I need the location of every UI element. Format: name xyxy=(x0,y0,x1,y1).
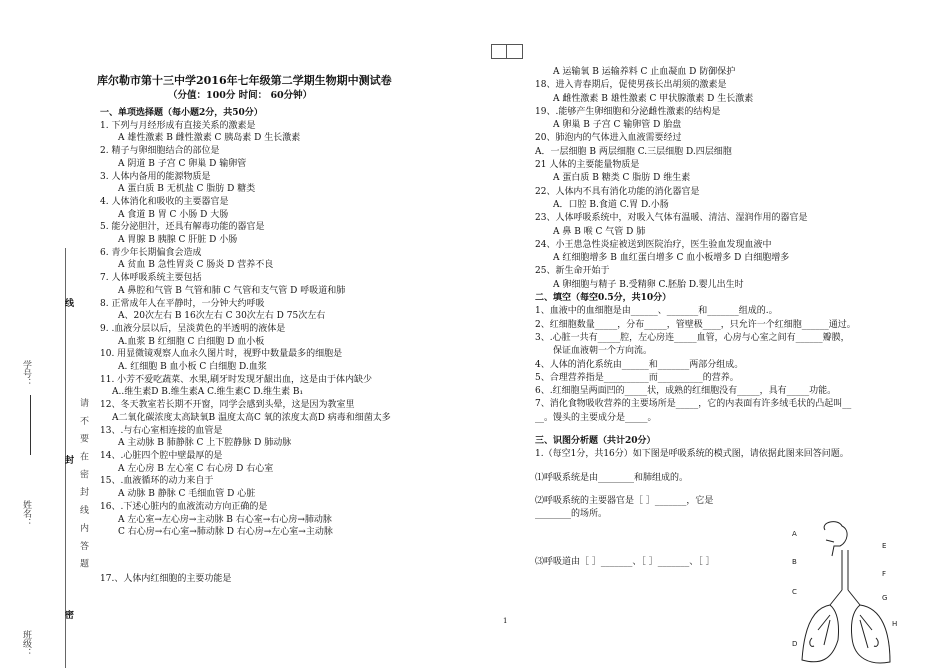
question-line: A 蛋白质 B 无机盐 C 脂肪 D 糖类 xyxy=(118,184,256,195)
question-line: A 左心房 B 左心室 C 右心房 D 右心室 xyxy=(118,463,274,474)
question-line: 23、人体呼吸系统中，对吸入气体有温暖、清洁、湿润作用的器官是 xyxy=(535,213,808,224)
question-line: 22、人体内不具有消化功能的消化器官是 xyxy=(535,186,700,197)
question-line: A..维生素D B.维生素A C.维生素C D.维生素 B₁ xyxy=(112,387,304,398)
seal-mark-seal: 封 xyxy=(63,455,73,464)
question-line: 14、.心脏四个腔中壁最厚的是 xyxy=(100,450,223,461)
question-line: A 贫血 B 急性胃炎 C 肠炎 D 营养不良 xyxy=(118,260,274,271)
question-line: 5. 能分泌胆汁，还具有解毒功能的器官是 xyxy=(100,222,265,233)
diagram-label: A xyxy=(792,530,797,538)
question-line: A．一层细胞 B 两层细胞 C.三层细胞 D.四层细胞 xyxy=(535,146,732,157)
spacer xyxy=(535,462,935,472)
question-line: C 右心房→右心室→肺动脉 D 右心房→左心室→主动脉 xyxy=(118,527,333,538)
question-line: 1.（每空1分，共16分）如下图是呼吸系统的模式图，请依据此图来回答问题。 xyxy=(535,449,849,460)
question-line: A 卵细胞与精子 B.受精卵 C.胚胎 D.婴儿出生时 xyxy=(553,279,744,290)
diagram-label: G xyxy=(882,594,888,602)
right-column xyxy=(535,66,935,569)
spacer xyxy=(100,539,475,573)
question-line: 保证血液朝一个方向流。 xyxy=(553,346,653,357)
question-line: A 红细胞增多 B 血红蛋白增多 C 血小板增多 D 白细胞增多 xyxy=(553,253,790,264)
question-line: 19、.能够产生卵细胞和分泌雌性激素的结构是 xyxy=(535,106,721,117)
question-line: 4. 人体消化和吸收的主要器官是 xyxy=(100,196,229,207)
exam-title: 库尔勒市第十三中学2016年七年级第二学期生物期中测试卷 xyxy=(97,74,392,87)
question-line: 12、冬天教室若长期不开窗，同学会感到头晕，这是因为教室里 xyxy=(100,400,355,411)
question-line: 20、肺泡内的气体进入血液需要经过 xyxy=(535,133,682,144)
question-line: 16、.下述心脏内的血液流动方向正确的是 xyxy=(100,501,268,512)
question-line: ________的场所。 xyxy=(535,509,608,520)
section-heading: 三、识图分析题（共计20分） xyxy=(535,436,656,447)
question-line: A.血浆 B 红细胞 C 白细胞 D 血小板 xyxy=(118,336,265,347)
question-line: A 雄性激素 B 雌性激素 C 胰岛素 D 生长激素 xyxy=(118,133,301,144)
page-number: 1 xyxy=(503,617,508,625)
question-line: 15、.血液循环的动力来自于 xyxy=(100,476,214,487)
diagram-label: F xyxy=(882,570,887,578)
page-marker-box xyxy=(491,44,523,59)
class-label: 班级： xyxy=(21,630,31,657)
question-line: A 雌性激素 B 雄性激素 C 甲状腺激素 D 生长激素 xyxy=(553,93,754,104)
exam-subtitle: （分值：100分 时间： 60分钟） xyxy=(168,90,313,101)
seal-mark-secret: 密 xyxy=(63,610,73,619)
question-line: A. 红细胞 B 血小板 C 白细胞 D.血浆 xyxy=(118,362,267,373)
question-line: 3、.心脏一共有_____腔，左心房连_____血管，心房与心室之间有______瓣膜， xyxy=(535,332,850,343)
question-line: A二氧化碳浓度太高缺氧B 温度太高C 氧的浓度太高D 病毒和细菌太多 xyxy=(112,412,391,423)
question-line: __。馒头的主要成分是_____。 xyxy=(535,412,657,423)
question-line: 10. 用显微镜观察人血永久图片时，视野中数量最多的细胞是 xyxy=(100,349,343,360)
question-line: ⑶呼吸道由［ ］_______、［ ］_______、［ ］ xyxy=(535,556,715,567)
question-line: 2. 精子与卵细胞结合的部位是 xyxy=(100,146,220,157)
question-line: A 卵巢 B 子宫 C 输卵管 D 胎盘 xyxy=(553,120,682,131)
diagram-label: D xyxy=(792,640,798,648)
question-line: 9. .血液分层以后，呈淡黄色的半透明的液体是 xyxy=(100,323,286,334)
section-heading: 一、单项选择题（每小题2分，共50分） xyxy=(100,108,263,118)
question-line: A．口腔 B.食道 C.胃 D.小肠 xyxy=(553,199,669,210)
binding-notice: 请 不 要 在 密 封 线 内 答 题 xyxy=(78,398,88,571)
name-label: 姓名： xyxy=(21,500,31,527)
question-line: A 胃腺 B 胰腺 C 肝脏 D 小肠 xyxy=(118,235,238,246)
question-line: 8. 正常成年人在平静时，一分钟大约呼吸 xyxy=(100,298,265,309)
question-line: A 食道 B 胃 C 小肠 D 大肠 xyxy=(118,209,229,220)
question-line: 21 人体的主要能量物质是 xyxy=(535,160,640,171)
question-line: 13、.与右心室相连接的血管是 xyxy=(100,425,223,436)
question-line: A 主动脉 B 肺静脉 C 上下腔静脉 D 肺动脉 xyxy=(118,438,292,449)
question-line: 6、.红细胞呈两面凹的_____状，成熟的红细胞没有_____，具有_____功能。 xyxy=(535,386,837,397)
question-line: 1、血液中的血细胞是由______、_______和_______组成的.。 xyxy=(535,306,778,317)
question-line: 11. 小芳不爱吃蔬菜、水果,刷牙时发现牙龈出血，这是由于体内缺少 xyxy=(100,374,373,385)
question-line: 7、消化食物吸收营养的主要场所是_____，它的内表面有许多绒毛状的凸起叫__ xyxy=(535,399,852,410)
question-line: A 蛋白质 B 糖类 C 脂肪 D 维生素 xyxy=(553,173,691,184)
question-line: A 运输氧 B 运输养料 C 止血凝血 D 防御保护 xyxy=(553,67,736,77)
spacer xyxy=(535,425,935,435)
student-id-blank xyxy=(30,395,31,455)
diagram-label: H xyxy=(892,620,898,628)
question-line: 4、人体的消化系统由______和_______两部分组成。 xyxy=(535,359,744,370)
question-line: A、20次左右 B 16次左右 C 30次左右 D 75次左右 xyxy=(118,311,326,322)
left-column xyxy=(100,107,475,586)
question-line: A 阴道 B 子宫 C 卵巢 D 输卵管 xyxy=(118,158,247,169)
question-line: 7. 人体呼吸系统主要包括 xyxy=(100,273,202,284)
question-line: 17.、人体内红细胞的主要功能是 xyxy=(100,573,232,584)
question-line: 24、小王患急性炎症被送到医院治疗，医生验血发现血液中 xyxy=(535,239,772,250)
question-line: 5、合理营养指是__________而__________的营养。 xyxy=(535,372,739,383)
question-line: 2、红细胞数量_____，分布_____，管壁极____，只允许一个红细胞______通过。 xyxy=(535,319,856,330)
diagram-label: C xyxy=(792,588,797,596)
question-line: A 鼻 B 喉 C 气管 D 肺 xyxy=(553,226,646,237)
seal-mark-line: 线 xyxy=(63,298,73,307)
section-heading: 二、填空（每空0.5分，共10分） xyxy=(535,293,672,304)
diagram-label: E xyxy=(882,542,887,550)
respiratory-system-diagram xyxy=(790,520,900,670)
question-line: 1. 下列与月经形成有直接关系的激素是 xyxy=(100,120,256,131)
question-line: ⑵呼吸系统的主要器官是［ ］_______，它是 xyxy=(535,495,714,506)
student-id-label: 学号： xyxy=(21,360,31,387)
question-line: 3. 人体内备用的能源物质是 xyxy=(100,171,211,182)
question-line: 25、新生命开始于 xyxy=(535,266,610,277)
question-line: 6. 青少年长期偏食会造成 xyxy=(100,247,202,258)
question-line: A 动脉 B 静脉 C 毛细血管 D 心脏 xyxy=(118,489,256,500)
question-line: A 鼻腔和气管 B 气管和肺 C 气管和支气管 D 呼吸道和肺 xyxy=(118,285,346,296)
question-line: A 左心室→左心房→主动脉 B 右心室→右心房→肺动脉 xyxy=(118,514,332,525)
spacer xyxy=(535,485,935,495)
diagram-label: B xyxy=(792,558,797,566)
question-line: 18、进入青春期后，促使男孩长出胡须的激素是 xyxy=(535,80,727,91)
question-line: ⑴呼吸系统是由________和肺组成的。 xyxy=(535,472,689,483)
